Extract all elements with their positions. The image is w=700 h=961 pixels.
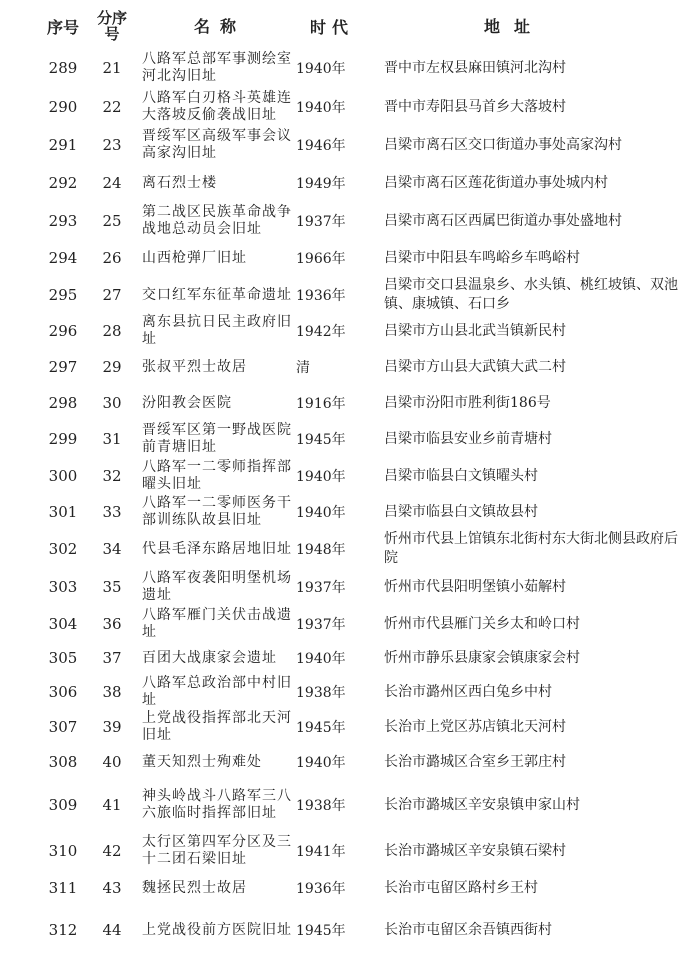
table-row <box>0 744 700 780</box>
table-row <box>0 530 700 568</box>
row-index: 306 <box>48 683 78 701</box>
row-era: 1937年 <box>296 580 346 596</box>
row-index: 300 <box>48 467 78 485</box>
row-sub-index: 23 <box>102 136 122 154</box>
row-name: 八路军一二零师医务干部训练队故县旧址 <box>142 495 292 528</box>
row-name: 第二战区民族革命战争战地总动员会旧址 <box>142 204 292 237</box>
header-index: 序号 <box>46 17 79 37</box>
row-name: 八路军总部军事测绘室河北沟旧址 <box>142 51 292 84</box>
row-sub-index: 43 <box>102 879 122 897</box>
row-address: 忻州市代县阳明堡镇小茹解村 <box>384 578 566 595</box>
row-era: 1949年 <box>296 176 346 192</box>
row-era: 1945年 <box>296 923 346 939</box>
row-name: 太行区第四军分区及三十二团石梁旧址 <box>142 834 292 867</box>
row-address: 长治市上党区苏店镇北天河村 <box>384 718 566 735</box>
table-row <box>0 164 700 202</box>
row-sub-index: 36 <box>102 615 122 633</box>
table-row <box>0 780 700 830</box>
row-index: 310 <box>48 842 78 860</box>
row-name: 汾阳教会医院 <box>142 394 232 411</box>
table-row <box>0 314 700 348</box>
row-sub-index: 41 <box>102 796 122 814</box>
row-era: 1936年 <box>296 288 346 304</box>
row-address: 晋中市左权县麻田镇河北沟村 <box>384 59 566 76</box>
row-name: 上党战役指挥部北天河旧址 <box>142 710 292 743</box>
row-address: 吕梁市方山县大武镇大武二村 <box>384 358 566 375</box>
row-address: 长治市潞城区合室乡王郭庄村 <box>384 753 566 770</box>
row-address: 忻州市静乐县康家会镇康家会村 <box>384 649 580 666</box>
row-index: 304 <box>48 615 78 633</box>
row-name: 八路军雁门关伏击战遗址 <box>142 607 292 640</box>
table-row <box>0 642 700 674</box>
header-sub-index: 分序号 <box>96 9 127 43</box>
row-sub-index: 29 <box>102 358 122 376</box>
row-sub-index: 38 <box>102 683 122 701</box>
row-era: 1937年 <box>296 617 346 633</box>
row-address: 长治市屯留区路村乡王村 <box>384 879 538 896</box>
row-sub-index: 31 <box>102 430 122 448</box>
table-row <box>0 386 700 420</box>
table-row <box>0 458 700 494</box>
row-era: 1937年 <box>296 214 346 230</box>
row-name: 离东县抗日民主政府旧址 <box>142 314 292 347</box>
header-address: 地址 <box>483 16 544 36</box>
row-era: 1940年 <box>296 469 346 485</box>
row-name: 张叔平烈士故居 <box>142 358 247 375</box>
row-name: 上党战役前方医院旧址 <box>142 921 292 938</box>
table-row <box>0 88 700 126</box>
table-row <box>0 202 700 240</box>
row-address: 长治市潞州区西白兔乡中村 <box>384 683 552 700</box>
table-row <box>0 904 700 956</box>
row-index: 298 <box>48 394 78 412</box>
table-row <box>0 420 700 458</box>
row-sub-index: 42 <box>102 842 122 860</box>
row-sub-index: 27 <box>102 286 122 304</box>
row-name: 八路军白刃格斗英雄连大落坡反偷袭战旧址 <box>142 90 292 123</box>
row-index: 290 <box>48 98 78 116</box>
table-row <box>0 494 700 530</box>
row-address: 忻州市代县上馆镇东北街村东大街北侧县政府后院 <box>384 531 678 566</box>
row-name: 晋绥军区高级军事会议高家沟旧址 <box>142 128 292 161</box>
row-sub-index: 39 <box>102 718 122 736</box>
row-name: 八路军夜袭阳明堡机场遗址 <box>142 570 292 603</box>
row-index: 305 <box>48 649 78 667</box>
row-sub-index: 21 <box>102 59 122 77</box>
row-era: 1938年 <box>296 685 346 701</box>
table-row <box>0 606 700 642</box>
row-era: 1945年 <box>296 432 346 448</box>
row-index: 301 <box>48 503 78 521</box>
row-name: 百团大战康家会遗址 <box>142 649 277 666</box>
row-sub-index: 22 <box>102 98 122 116</box>
table-row <box>0 674 700 710</box>
row-era: 1946年 <box>296 138 346 154</box>
row-sub-index: 24 <box>102 174 122 192</box>
row-name: 交口红军东征革命遗址 <box>142 286 292 303</box>
row-name: 山西枪弹厂旧址 <box>142 249 247 266</box>
table-row <box>0 240 700 276</box>
row-address: 吕梁市中阳县车鸣峪乡车鸣峪村 <box>384 249 580 266</box>
row-address: 吕梁市临县白文镇故县村 <box>384 503 538 520</box>
row-address: 吕梁市离石区莲花街道办事处城内村 <box>384 174 608 191</box>
row-sub-index: 26 <box>102 249 122 267</box>
row-sub-index: 34 <box>102 540 122 558</box>
row-era: 1938年 <box>296 798 346 814</box>
row-index: 311 <box>48 879 78 897</box>
row-sub-index: 32 <box>102 467 122 485</box>
row-era: 1942年 <box>296 324 346 340</box>
row-era: 1936年 <box>296 881 346 897</box>
row-index: 292 <box>48 174 78 192</box>
row-name: 八路军总政治部中村旧址 <box>142 675 292 708</box>
row-name: 董天知烈士殉难处 <box>142 753 262 770</box>
row-index: 309 <box>48 796 78 814</box>
table-row <box>0 48 700 88</box>
table-row <box>0 126 700 164</box>
row-sub-index: 25 <box>102 212 122 230</box>
row-address: 长治市潞城区辛安泉镇石梁村 <box>384 842 566 859</box>
row-era: 1940年 <box>296 755 346 771</box>
row-era: 1940年 <box>296 61 346 77</box>
row-name: 神头岭战斗八路军三八六旅临时指挥部旧址 <box>142 788 292 821</box>
row-index: 291 <box>48 136 78 154</box>
row-era: 1945年 <box>296 720 346 736</box>
row-address: 长治市屯留区余吾镇西街村 <box>384 921 552 938</box>
table-row <box>0 348 700 386</box>
row-era: 清 <box>296 360 310 376</box>
row-era: 1966年 <box>296 251 346 267</box>
row-era: 1916年 <box>296 396 346 412</box>
row-era: 1940年 <box>296 505 346 521</box>
row-sub-index: 35 <box>102 578 122 596</box>
row-address: 忻州市代县雁门关乡太和岭口村 <box>384 615 580 632</box>
row-index: 295 <box>48 286 78 304</box>
header-era: 时代 <box>309 17 354 37</box>
row-name: 代县毛泽东路居地旧址 <box>142 540 292 557</box>
row-name: 离石烈士楼 <box>142 174 217 191</box>
table-row <box>0 710 700 744</box>
row-sub-index: 30 <box>102 394 122 412</box>
row-sub-index: 40 <box>102 753 122 771</box>
table-row <box>0 276 700 314</box>
row-address: 吕梁市临县安业乡前青塘村 <box>384 430 552 447</box>
row-address: 吕梁市汾阳市胜利街186号 <box>384 394 551 411</box>
table-row <box>0 872 700 904</box>
row-index: 308 <box>48 753 78 771</box>
row-era: 1941年 <box>296 844 346 860</box>
row-index: 289 <box>48 59 78 77</box>
row-sub-index: 37 <box>102 649 122 667</box>
row-name: 八路军一二零师指挥部曜头旧址 <box>142 459 292 492</box>
header-name: 名称 <box>193 16 246 36</box>
row-index: 312 <box>48 921 78 939</box>
row-name: 魏拯民烈士故居 <box>142 879 247 896</box>
row-address: 长治市潞城区辛安泉镇申家山村 <box>384 796 580 813</box>
row-era: 1940年 <box>296 100 346 116</box>
row-sub-index: 33 <box>102 503 122 521</box>
row-address: 吕梁市离石区交口街道办事处高家沟村 <box>384 136 622 153</box>
row-sub-index: 28 <box>102 322 122 340</box>
row-address: 吕梁市方山县北武当镇新民村 <box>384 322 566 339</box>
row-index: 303 <box>48 578 78 596</box>
row-index: 293 <box>48 212 78 230</box>
row-index: 297 <box>48 358 78 376</box>
row-index: 299 <box>48 430 78 448</box>
row-index: 296 <box>48 322 78 340</box>
row-index: 302 <box>48 540 78 558</box>
row-address: 晋中市寿阳县马首乡大落坡村 <box>384 98 566 115</box>
row-address: 吕梁市交口县温泉乡、水头镇、桃红坡镇、双池镇、康城镇、石口乡 <box>384 277 678 312</box>
row-era: 1948年 <box>296 542 346 558</box>
row-address: 吕梁市离石区西属巴街道办事处盛地村 <box>384 212 622 229</box>
row-name: 晋绥军区第一野战医院前青塘旧址 <box>142 422 292 455</box>
row-address: 吕梁市临县白文镇曜头村 <box>384 467 538 484</box>
row-era: 1940年 <box>296 651 346 667</box>
row-sub-index: 44 <box>102 921 122 939</box>
table-row <box>0 830 700 872</box>
table-header <box>0 4 700 48</box>
table-row <box>0 568 700 606</box>
row-index: 307 <box>48 718 78 736</box>
row-index: 294 <box>48 249 78 267</box>
